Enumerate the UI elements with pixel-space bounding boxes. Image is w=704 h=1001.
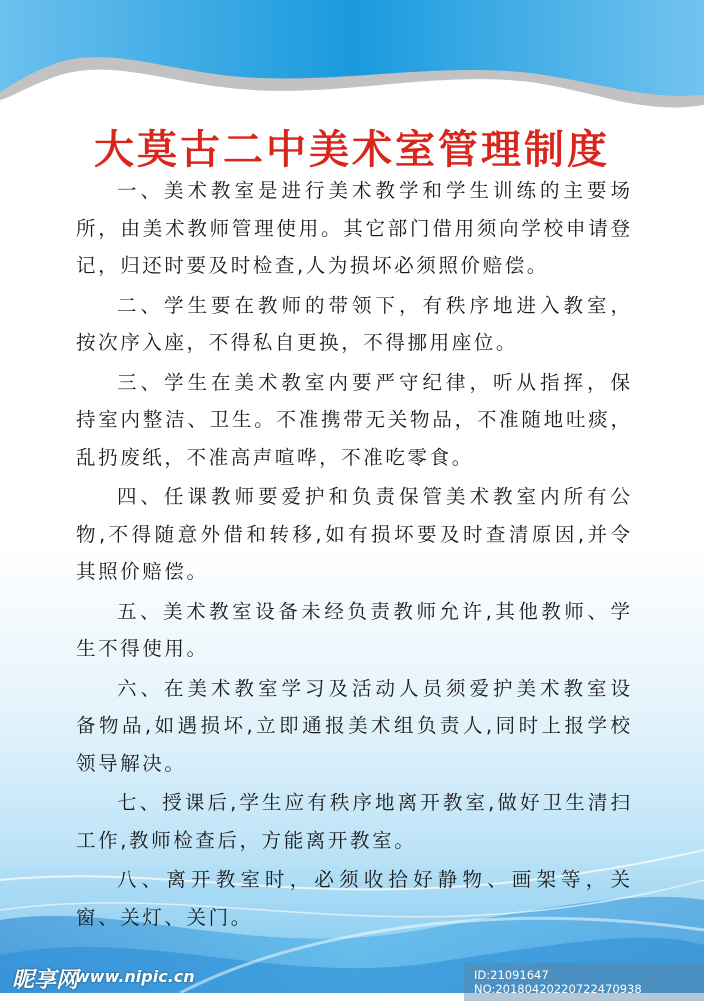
rule-4 — [76, 478, 630, 591]
rule-line: 按次序入座，不得私自更换，不得挪用座位。 — [76, 331, 519, 354]
rule-line: 三、学生在美术教室内要严守纪律，听从指挥，保 — [117, 370, 630, 394]
rules-list — [76, 172, 630, 938]
rule-line: 二、学生要在教师的带领下，有秩序地进入教室， — [117, 293, 630, 317]
watermark-url: www.nipic.cn — [75, 967, 195, 986]
rule-8 — [76, 861, 630, 936]
rule-line: 备物品,如遇损坏,立即通报美术组负责人,同时上报学校 — [76, 714, 630, 737]
rule-1 — [76, 172, 630, 285]
rule-line: 窗、关灯、关门。 — [76, 905, 253, 929]
rule-6 — [76, 670, 630, 783]
rule-line: 记，归还时要及时检查,人为损坏必须照价赔偿。 — [76, 254, 549, 277]
rule-line: 其照价赔偿。 — [76, 560, 209, 583]
rule-2 — [76, 287, 630, 362]
rule-line: 六、在美术教室学习及活动人员须爱护美术教室设 — [117, 676, 630, 700]
rule-5 — [76, 593, 630, 668]
rule-line: 持室内整洁、卫生。不准携带无关物品，不准随地吐痰， — [76, 408, 630, 431]
watermark-logo: 昵享网 — [12, 968, 79, 993]
rule-line: 四、任课教师要爱护和负责保管美术教室内所有公 — [117, 485, 630, 508]
rule-line: 八、离开教室时，必须收拾好静物、画架等，关 — [117, 868, 630, 891]
rule-line: 工作,教师检查后，方能离开教室。 — [76, 828, 417, 852]
watermark-id: ID:21091647 NO:20180420220722470938 — [464, 963, 704, 1001]
rule-line: 五、美术教室设备未经负责教师允许,其他教师、学 — [117, 599, 630, 623]
rule-line: 物,不得随意外借和转移,如有损坏要及时查清原因,并令 — [76, 522, 630, 546]
rule-line: 所，由美术教师管理使用。其它部门借用须向学校申请登 — [76, 216, 630, 240]
rule-line: 七、授课后,学生应有秩序地离开教室,做好卫生清扫 — [117, 791, 630, 814]
rule-line: 乱扔废纸，不准高声喧哗，不准吃零食。 — [76, 445, 474, 469]
rule-7 — [76, 784, 630, 859]
rule-line: 一、美术教室是进行美术教学和学生训练的主要场 — [117, 179, 630, 202]
rule-3 — [76, 364, 630, 477]
rule-line: 领导解决。 — [76, 751, 187, 775]
rule-line: 生不得使用。 — [76, 637, 209, 660]
page-title: 大莫古二中美术室管理制度 — [94, 127, 610, 173]
